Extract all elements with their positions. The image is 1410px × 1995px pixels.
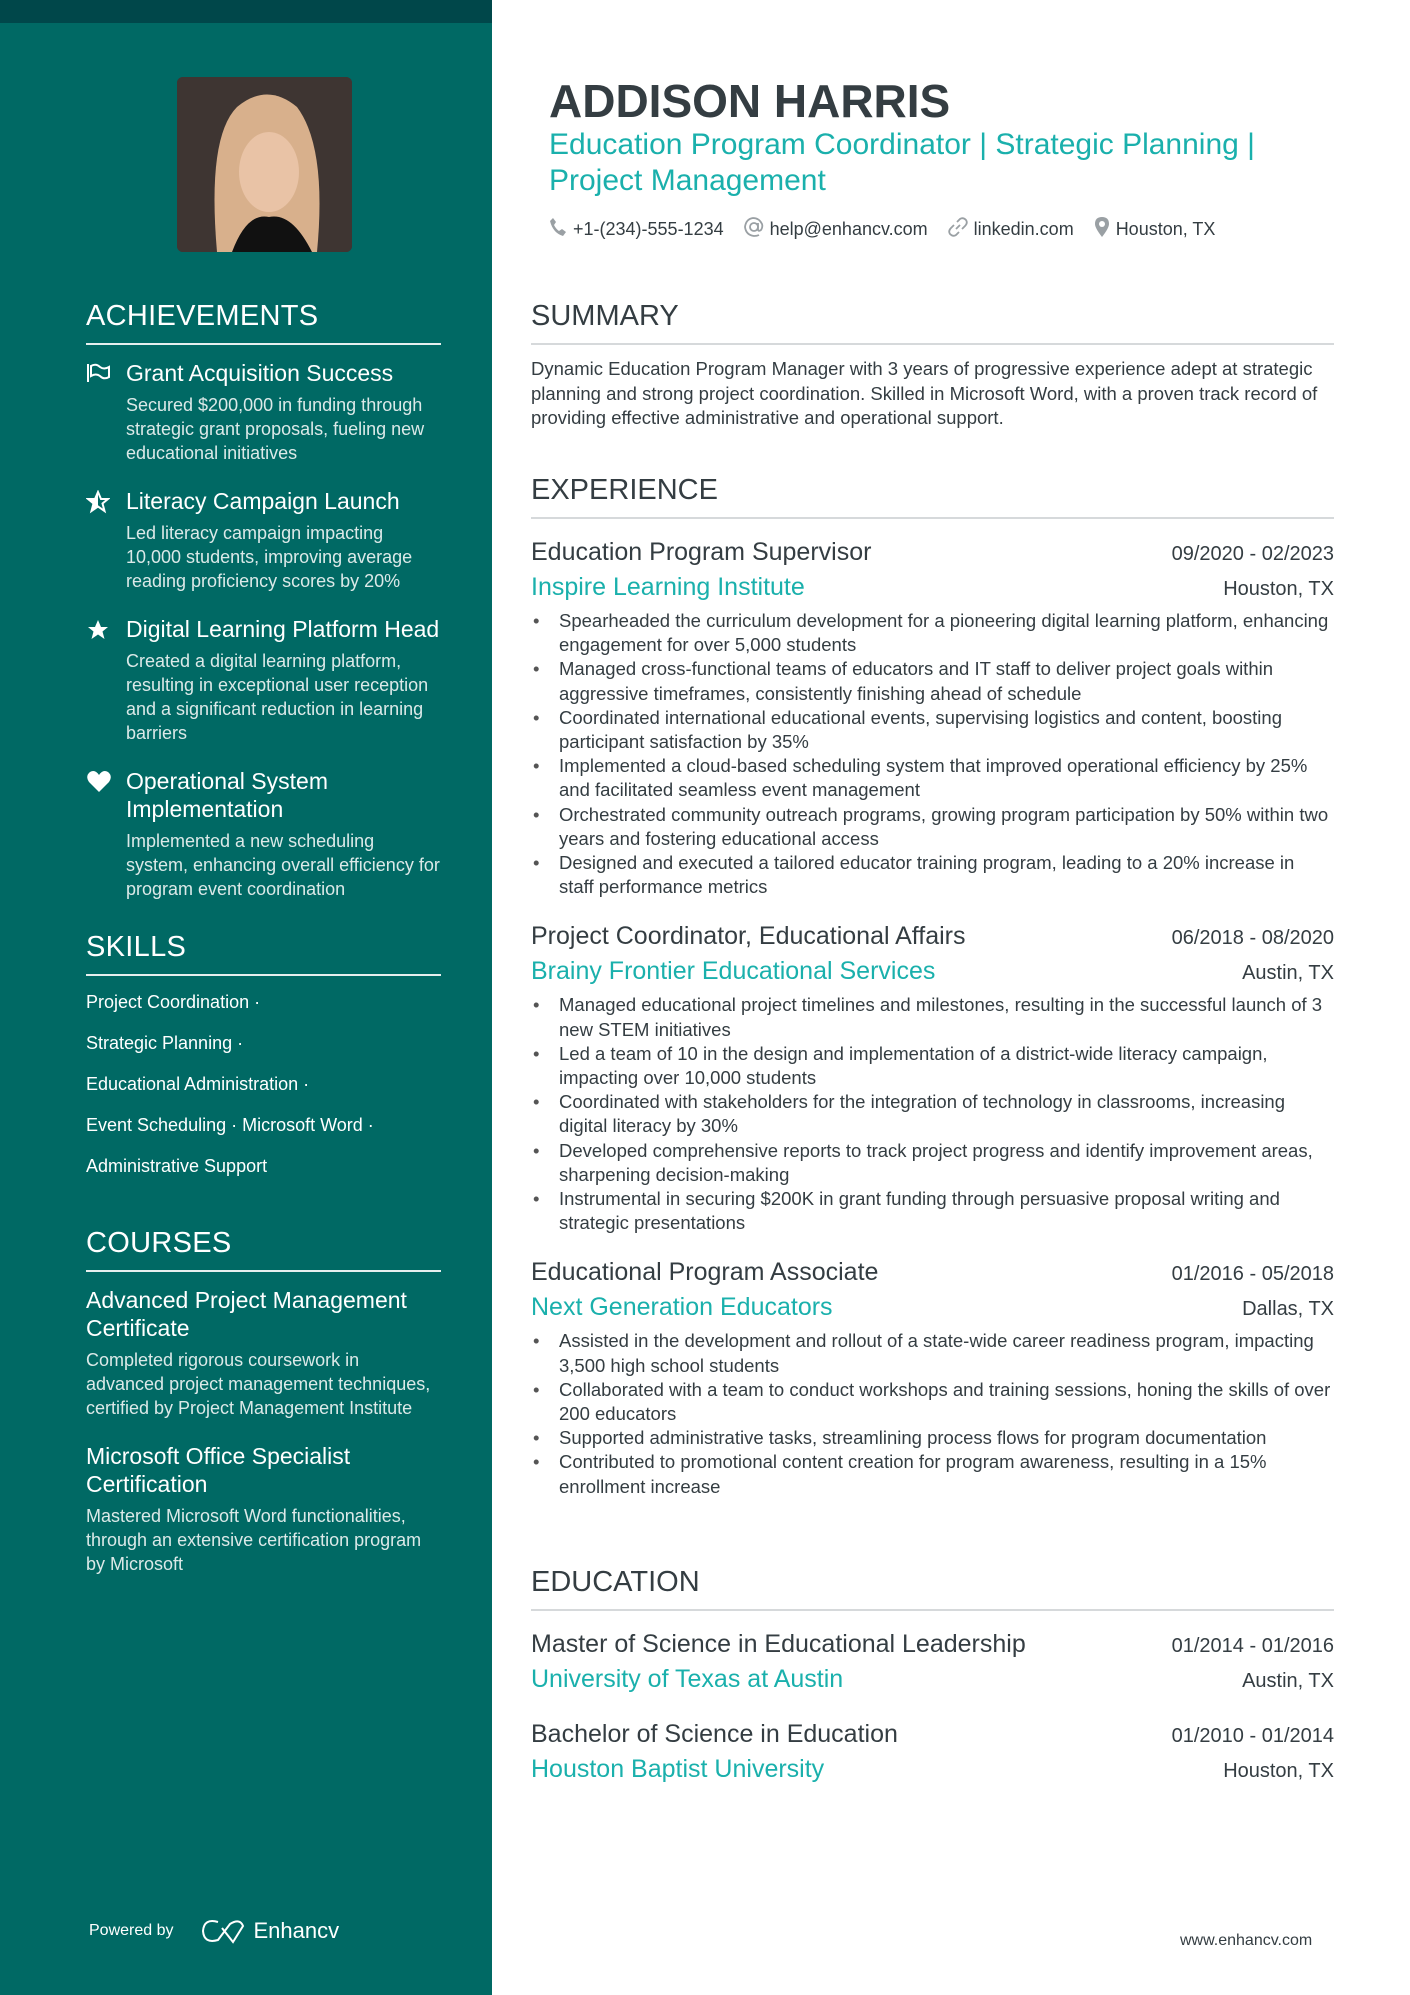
skill-line: Strategic Planning · <box>86 1033 244 1053</box>
skills-heading: SKILLS <box>86 931 441 976</box>
company-name: Inspire Learning Institute <box>531 573 805 601</box>
skill-line: Educational Administration · <box>86 1074 310 1094</box>
experience-section <box>531 474 1334 1519</box>
education-dates: 01/2010 - 01/2014 <box>1171 1725 1334 1747</box>
skill-line: Project Coordination · <box>86 992 261 1012</box>
course-desc: Mastered Microsoft Word functionalities, through an extensive certification program by Microsoft <box>86 1506 422 1574</box>
job-location: Houston, TX <box>1223 578 1334 600</box>
contact-item[interactable] <box>1094 216 1216 243</box>
achievement-title: Operational System Implementation <box>126 768 328 822</box>
bullet-item: • Managed educational project timelines and milestones, resulting in the successful launch of 3 new STEM initiatives <box>531 993 1334 1041</box>
phone-icon <box>549 217 567 242</box>
school-name: University of Texas at Austin <box>531 1665 844 1693</box>
summary-heading: SUMMARY <box>531 300 1334 345</box>
bullet-item: • Managed cross-functional teams of educators and IT staff to deliver project goals within aggressive timeframes, consistently finishing ahead of schedule <box>531 657 1334 705</box>
course-item <box>86 1286 441 1420</box>
achievement-body <box>126 359 441 465</box>
job-dates: 09/2020 - 02/2023 <box>1171 543 1334 565</box>
bullet-item: • Supported administrative tasks, streamlining process flows for program documentation <box>531 1426 1334 1450</box>
achievement-title: Literacy Campaign Launch <box>126 488 400 514</box>
job-header <box>531 919 1334 953</box>
bullet-item: • Led a team of 10 in the design and implementation of a district-wide literacy campaign, impacting over 10,000 students <box>531 1042 1334 1090</box>
achievement-desc: Implemented a new scheduling system, enhancing overall efficiency for program event coordination <box>126 831 440 899</box>
contact-item[interactable] <box>549 216 724 243</box>
education-header <box>531 1717 1334 1751</box>
achievement-item <box>86 615 441 745</box>
job-title: Educational Program Associate <box>531 1258 879 1287</box>
course-title: Microsoft Office Specialist Certification <box>86 1443 351 1497</box>
achievement-title: Digital Learning Platform Head <box>126 616 440 642</box>
job-bullets <box>531 1329 1334 1498</box>
job-dates: 06/2018 - 08/2020 <box>1171 927 1334 950</box>
contact-text: +1-(234)-555-1234 <box>573 219 724 239</box>
bullet-item: • Instrumental in securing $200K in grant funding through persuasive proposal writing and strategic presentations <box>531 1187 1334 1235</box>
job-entry <box>531 535 1334 899</box>
at-icon <box>744 217 764 242</box>
powered-by-label: Powered by <box>89 1922 174 1939</box>
star-icon <box>86 615 126 745</box>
bullet-item: • Assisted in the development and rollout of a state-wide career readiness program, impacting 3,500 high school students <box>531 1329 1334 1377</box>
achievement-body <box>126 487 441 593</box>
skill-line: Event Scheduling · Microsoft Word · <box>86 1115 374 1135</box>
location-pin-icon <box>1094 216 1110 243</box>
job-header <box>531 535 1334 569</box>
bullet-item: • Coordinated international educational events, supervising logistics and content, boosting participant satisfaction by 35% <box>531 706 1334 754</box>
education-entry <box>531 1717 1334 1787</box>
flag-icon <box>86 359 126 465</box>
enhancv-logo-icon <box>200 1918 246 1944</box>
candidate-name: ADDISON HARRIS <box>549 75 951 127</box>
summary-text: Dynamic Education Program Manager with 3 years of progressive experience adept at strategic planning and strong project coordination. Skilled in Microsoft Word, with a proven track record of providing effective administrative and operational support. <box>531 358 1318 428</box>
job-dates: 01/2016 - 05/2018 <box>1171 1263 1334 1286</box>
achievement-title: Grant Acquisition Success <box>126 360 394 386</box>
contact-text: linkedin.com <box>973 219 1074 239</box>
job-subheader <box>531 569 1334 605</box>
job-title: Project Coordinator, Educational Affairs <box>531 922 966 951</box>
enhancv-logo <box>200 1918 340 1944</box>
education-header <box>531 1627 1334 1661</box>
job-location: Austin, TX <box>1242 962 1334 985</box>
education-location: Austin, TX <box>1242 1670 1334 1692</box>
job-bullets <box>531 609 1334 899</box>
half-star-icon <box>86 487 126 593</box>
job-subheader <box>531 1289 1334 1325</box>
bullet-item: • Collaborated with a team to conduct workshops and training sessions, honing the skills of over 200 educators <box>531 1378 1334 1426</box>
achievement-item <box>86 487 441 593</box>
degree: Master of Science in Educational Leadership <box>531 1630 1026 1658</box>
contact-item[interactable] <box>744 216 928 243</box>
job-entry <box>531 1255 1334 1498</box>
course-desc: Completed rigorous coursework in advanced project management techniques, certified by Project Management Institute <box>86 1350 431 1418</box>
company-name: Next Generation Educators <box>531 1293 833 1322</box>
job-subheader <box>531 953 1334 989</box>
bullet-item: • Implemented a cloud-based scheduling system that improved operational efficiency by 25% and facilitated seamless event management <box>531 754 1334 802</box>
profile-photo <box>177 77 352 252</box>
job-location: Dallas, TX <box>1242 1298 1334 1321</box>
achievement-item <box>86 359 441 465</box>
achievement-body <box>126 767 441 901</box>
achievements-heading: ACHIEVEMENTS <box>86 300 441 345</box>
sidebar <box>0 0 492 1995</box>
education-dates: 01/2014 - 01/2016 <box>1171 1635 1334 1657</box>
courses-heading: COURSES <box>86 1227 441 1272</box>
course-title: Advanced Project Management Certificate <box>86 1287 407 1341</box>
skill-line: Administrative Support <box>86 1156 268 1176</box>
job-title: Education Program Supervisor <box>531 538 872 566</box>
footer-website[interactable]: www.enhancv.com <box>1180 1932 1313 1949</box>
education-entry <box>531 1627 1334 1697</box>
bullet-item: • Orchestrated community outreach programs, growing program participation by 50% within two years and fostering educational access <box>531 803 1334 851</box>
education-subheader <box>531 1661 1334 1697</box>
achievement-desc: Secured $200,000 in funding through strategic grant proposals, fueling new educational initiatives <box>126 395 425 463</box>
contact-list <box>549 216 1215 243</box>
achievement-item <box>86 767 441 901</box>
bullet-item: • Designed and executed a tailored educator training program, leading to a 20% increase in staff performance metrics <box>531 851 1334 899</box>
bullet-item: • Coordinated with stakeholders for the integration of technology in classrooms, increasing digital literacy by 30% <box>531 1090 1334 1138</box>
job-bullets <box>531 993 1334 1235</box>
education-location: Houston, TX <box>1223 1760 1334 1782</box>
powered-by <box>89 1918 339 1944</box>
course-item <box>86 1442 441 1576</box>
summary-section <box>531 300 1334 431</box>
education-heading: EDUCATION <box>531 1566 1334 1611</box>
degree: Bachelor of Science in Education <box>531 1720 898 1748</box>
sidebar-top-band <box>0 0 492 23</box>
school-name: Houston Baptist University <box>531 1755 825 1783</box>
bullet-item: • Contributed to promotional content creation for program awareness, resulting in a 15% enrollment increase <box>531 1450 1334 1498</box>
experience-heading: EXPERIENCE <box>531 474 1334 519</box>
contact-text: Houston, TX <box>1115 219 1216 239</box>
job-entry <box>531 919 1334 1235</box>
contact-text: help@enhancv.com <box>769 219 928 239</box>
education-subheader <box>531 1751 1334 1787</box>
link-icon <box>948 217 968 242</box>
contact-item[interactable] <box>948 216 1074 243</box>
bullet-item: • Developed comprehensive reports to track project progress and identify improvement areas, sharpening decision-making <box>531 1139 1334 1187</box>
education-section <box>531 1566 1334 1807</box>
brand-name: Enhancv <box>253 1918 340 1943</box>
candidate-title: Education Program Coordinator | Strategic Planning | Project Management <box>549 128 1255 197</box>
achievement-body <box>126 615 441 745</box>
achievement-desc: Created a digital learning platform, resulting in exceptional user reception and a significant reduction in learning barriers <box>126 651 429 743</box>
heart-icon <box>86 767 126 901</box>
bullet-item: • Spearheaded the curriculum development for a pioneering digital learning platform, enhancing engagement for over 5,000 students <box>531 609 1334 657</box>
job-header <box>531 1255 1334 1289</box>
company-name: Brainy Frontier Educational Services <box>531 957 936 986</box>
achievement-desc: Led literacy campaign impacting 10,000 students, improving average reading proficiency scores by 20% <box>126 523 413 591</box>
